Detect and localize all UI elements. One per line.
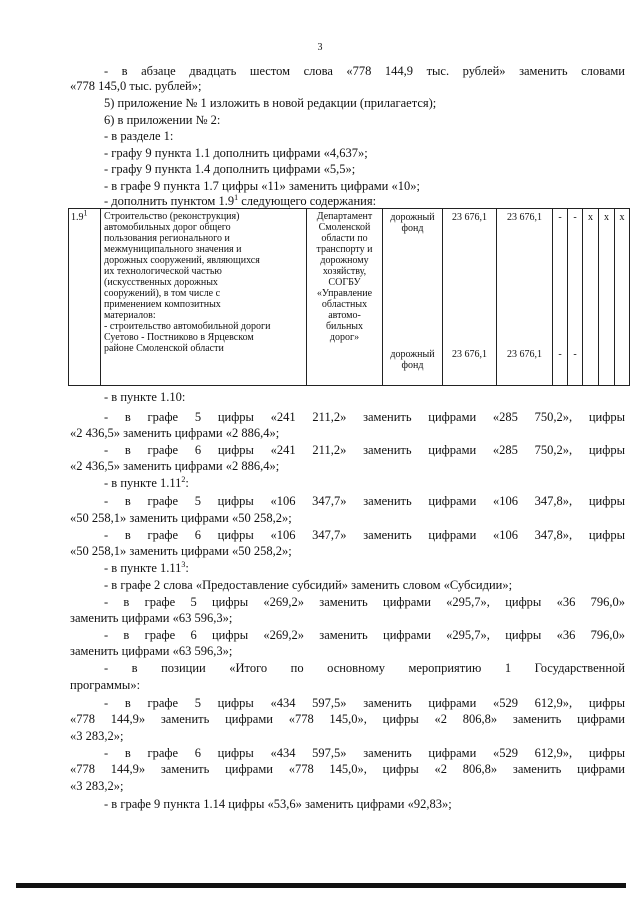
page-number: 3 [317, 42, 323, 53]
doc-line: - в абзаце двадцать шестом слова «778 144,9 тыс. рублей» заменить словами [104, 64, 625, 78]
doc-line: «3 283,2»; [70, 729, 124, 743]
dash-mark: - [558, 349, 562, 360]
superscript: 3 [181, 559, 186, 569]
executor-line: Смоленской [318, 222, 371, 233]
superscript: 1 [83, 208, 88, 218]
cell-dash-b [568, 209, 583, 385]
desc-line: автомобильных дорог общего [104, 222, 231, 233]
doc-line: «778 144,9» заменить цифрами «778 145,0», цифры «2 806,8» заменить цифрами [70, 712, 625, 726]
desc-line: межмуниципального значения и [104, 244, 242, 255]
year-value-bottom: 23 676,1 [507, 349, 542, 360]
x-mark: x [588, 212, 593, 223]
doc-line: - в графе 9 пункта 1.14 цифры «53,6» заменить цифрами «92,83»; [104, 797, 452, 811]
doc-line: «778 145,0 тыс. рублей»; [70, 79, 202, 93]
desc-line: дорожных сооружений, являющихся [104, 255, 260, 266]
dash-mark: - [573, 349, 577, 360]
executor-line: транспорту и [316, 244, 373, 255]
doc-line-text: - дополнить пунктом 1.9 [104, 194, 235, 208]
doc-line: «778 144,9» заменить цифрами «778 145,0», цифры «2 806,8» заменить цифрами [70, 762, 625, 776]
cell-x-b [599, 209, 615, 385]
executor-line: дорог» [329, 332, 360, 343]
doc-line: заменить цифрами «63 596,3»; [70, 611, 233, 625]
desc-line: сооружений), в том числе с [104, 288, 221, 299]
funding-source-top [383, 212, 442, 234]
desc-line: их технологической частью [104, 266, 222, 277]
desc-line: Строительство (реконструкция) [104, 211, 240, 222]
cell-year-2024 [497, 209, 553, 385]
doc-line: 5) приложение № 1 изложить в новой редакции (прилагается); [104, 96, 437, 110]
executor-line: областных [321, 299, 368, 310]
amendment-table [68, 208, 630, 386]
desc-line: районе Смоленской области [104, 343, 224, 354]
doc-line [104, 476, 625, 491]
cell-dash-a [553, 209, 568, 385]
doc-line: «50 258,1» заменить цифрами «50 258,2»; [70, 544, 292, 558]
x-mark: x [619, 212, 625, 223]
desc-line: Суетово - Постниково в Ярцевском [104, 332, 254, 343]
fund-line: фонд [401, 223, 424, 234]
item-number: 1.9 [71, 212, 84, 223]
total-value-top: 23 676,1 [452, 212, 487, 223]
doc-line: - в графе 9 пункта 1.7 цифры «11» заменить цифрами «10»; [104, 179, 420, 193]
executor-line: автомо- [328, 310, 361, 321]
desc-line: (искусственных дорожных [104, 277, 218, 288]
executor-line: СОГБУ [328, 277, 361, 288]
executor-line: дорожному [320, 255, 369, 266]
fund-line: дорожный [390, 212, 435, 223]
doc-line: - в графе 5 цифры «434 597,5» заменить цифрами «529 612,9», цифры [104, 696, 625, 710]
doc-line: 6) в приложении № 2: [104, 113, 221, 127]
doc-line: «2 436,5» заменить цифрами «2 886,4»; [70, 459, 280, 473]
executor-line: Департамент [316, 211, 373, 222]
doc-line: - в пункте 1.10: [104, 390, 186, 404]
total-value-bottom: 23 676,1 [452, 349, 487, 360]
doc-line-text: : [185, 561, 189, 575]
desc-line: применением композитных [104, 299, 221, 310]
fund-line: фонд [401, 360, 424, 371]
doc-line [104, 194, 625, 209]
doc-line: «50 258,1» заменить цифрами «50 258,2»; [70, 511, 292, 525]
doc-line: - в графе 5 цифры «106 347,7» заменить цифрами «106 347,8», цифры [104, 494, 625, 508]
dash-mark: - [558, 212, 562, 223]
doc-line: - в графе 6 цифры «269,2» заменить цифрами «295,7», цифры «36 796,0» [104, 628, 625, 642]
x-mark: x [604, 212, 609, 223]
cell-description [101, 209, 307, 385]
doc-line: - графу 9 пункта 1.1 дополнить цифрами «4,637»; [104, 146, 368, 160]
desc-line: материалов: [104, 310, 156, 321]
doc-line: - в графе 5 цифры «269,2» заменить цифрами «295,7», цифры «36 796,0» [104, 595, 625, 609]
doc-line-text: : [185, 476, 189, 490]
superscript: 2 [181, 474, 186, 484]
cell-x-a [583, 209, 599, 385]
doc-line: - в графе 2 слова «Предоставление субсидий» заменить словом «Субсидии»; [104, 578, 513, 592]
doc-line: «2 436,5» заменить цифрами «2 886,4»; [70, 426, 280, 440]
doc-line-text: следующего содержания: [238, 194, 377, 208]
doc-line: - в разделе 1: [104, 129, 174, 143]
doc-line: - в графе 6 цифры «434 597,5» заменить цифрами «529 612,9», цифры [104, 746, 625, 760]
desc-line: - строительство автомобильной дороги [104, 321, 271, 332]
dash-mark: - [573, 212, 577, 223]
executor-line: хозяйству, [322, 266, 367, 277]
executor-line: «Управление [316, 288, 373, 299]
doc-line [104, 561, 625, 576]
doc-line: - в графе 6 цифры «241 211,2» заменить цифрами «285 750,2», цифры [104, 443, 625, 457]
cell-funding-source [383, 209, 443, 385]
funding-source-bottom [383, 349, 442, 371]
superscript: 1 [234, 192, 239, 202]
desc-line: пользования регионального и [104, 233, 230, 244]
bottom-rule [16, 883, 626, 888]
cell-executor [307, 209, 383, 385]
doc-line: - в позиции «Итого по основному мероприятию 1 Государственной [104, 661, 625, 675]
doc-line: - в графе 5 цифры «241 211,2» заменить цифрами «285 750,2», цифры [104, 410, 625, 424]
doc-line: - в графе 6 цифры «106 347,7» заменить цифрами «106 347,8», цифры [104, 528, 625, 542]
doc-line-text: - в пункте 1.11 [104, 476, 182, 490]
doc-line: заменить цифрами «63 596,3»; [70, 644, 233, 658]
doc-line: программы»: [70, 678, 141, 692]
cell-number [69, 209, 101, 385]
fund-line: дорожный [390, 349, 435, 360]
executor-line: бильных [325, 321, 364, 332]
executor-line: области по [321, 233, 368, 244]
year-value-top: 23 676,1 [507, 212, 542, 223]
doc-line: «3 283,2»; [70, 779, 124, 793]
doc-line-text: - в пункте 1.11 [104, 561, 182, 575]
cell-x-c [615, 209, 629, 385]
doc-line: - графу 9 пункта 1.4 дополнить цифрами «5,5»; [104, 162, 356, 176]
cell-total [443, 209, 497, 385]
